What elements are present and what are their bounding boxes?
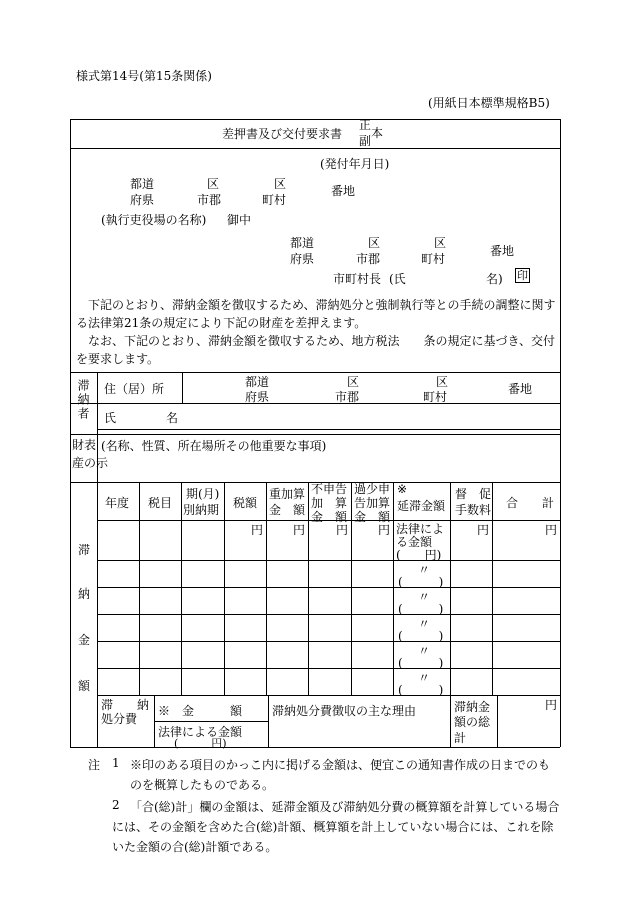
office-name: (執行吏役場の名称)	[101, 213, 207, 227]
property-label-1: 財表	[72, 438, 97, 452]
form-title: 差押書及び交付要求書	[222, 127, 343, 141]
property-label-2: 産の示	[72, 456, 109, 470]
form-number: 様式第14号(第15条関係)	[76, 69, 212, 83]
paper-spec: (用紙日本標準規格B5)	[428, 96, 550, 110]
title-sei: 正	[359, 118, 372, 132]
delinquent-label: 滞納者	[76, 379, 90, 421]
name-open: (氏	[389, 272, 406, 286]
property-description: (名称、性質、所在場所その他重要な事項)	[101, 439, 327, 453]
onchu: 御中	[227, 213, 252, 227]
name-label-2: 名	[166, 411, 179, 425]
name-label-1: 氏	[104, 411, 117, 425]
address-label: 住（居）所	[104, 382, 165, 396]
issue-date: (発付年月日)	[320, 157, 390, 171]
title-hon: 本	[371, 126, 384, 140]
title-fuku: 副	[359, 134, 372, 148]
seal-box	[515, 268, 530, 283]
name-close: 名)	[486, 272, 503, 286]
seal-mark: 印	[517, 269, 528, 282]
mayor-label: 市町村長	[333, 272, 382, 286]
